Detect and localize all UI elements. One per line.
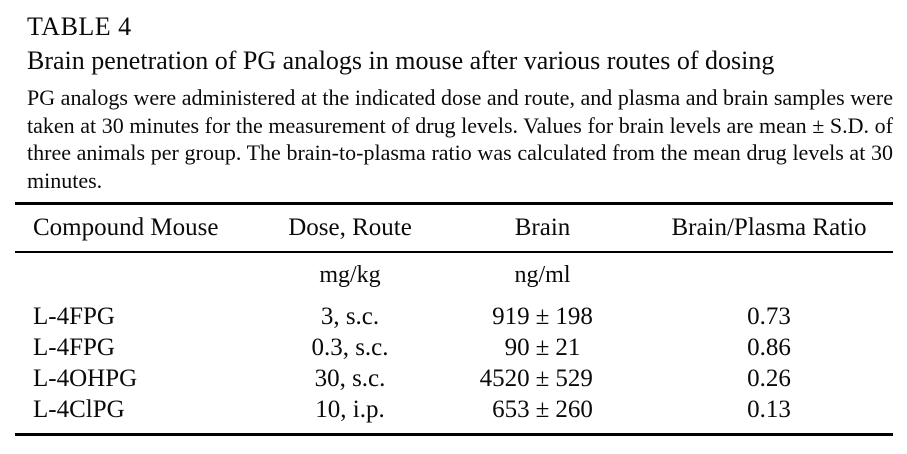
- ratio-cell: 0.26: [747, 364, 791, 392]
- table-title: Brain penetration of PG analogs in mouse after various routes of dosing: [27, 46, 775, 75]
- brain-mean: 90: [504, 333, 530, 361]
- dose-route-cell: 10, i.p.: [315, 395, 385, 423]
- table-row: [15, 394, 893, 425]
- brain-sd: 21: [555, 333, 581, 361]
- ratio-cell: 0.13: [747, 395, 791, 423]
- brain-value: [474, 303, 612, 331]
- brain-sd: 260: [555, 395, 593, 423]
- plus-minus-symbol: ±: [535, 333, 550, 361]
- brain-sd: 198: [555, 302, 593, 330]
- ratio-cell: 0.73: [747, 302, 791, 330]
- unit-brain: ng/ml: [514, 261, 571, 288]
- table-row: [15, 363, 893, 394]
- unit-dose: mg/kg: [319, 261, 381, 288]
- brain-value: [474, 396, 612, 424]
- plus-minus-symbol: ±: [535, 395, 550, 423]
- column-header-brain: Brain: [514, 214, 571, 241]
- table-row: [15, 301, 893, 332]
- table-footnote: PG analogs were administered at the indicated dose and route, and plasma and brain samples were taken at 30 minutes for the measurement of drug levels. Values for brain levels are mean ± S.D. of three animals per group. The brain-to-plasma ratio was calculated from the mean drug levels at 30 minutes.: [27, 85, 893, 193]
- dose-route-cell: 3, s.c.: [320, 302, 380, 330]
- data-table: [15, 202, 893, 436]
- brain-mean: 919: [492, 302, 530, 330]
- column-header-dose-route: Dose, Route: [288, 214, 412, 241]
- brain-level-cell: [440, 334, 645, 362]
- dose-route-cell: 30, s.c.: [314, 364, 386, 392]
- table-units-row: [15, 253, 893, 297]
- brain-level-cell: [440, 396, 645, 424]
- brain-level-cell: [440, 365, 645, 393]
- compound-cell: L-4FPG: [33, 302, 115, 330]
- brain-mean: 653: [492, 395, 530, 423]
- column-header-compound-mouse: Compound Mouse: [33, 214, 219, 241]
- compound-cell: L-4FPG: [33, 333, 115, 361]
- plus-minus-symbol: ±: [535, 302, 550, 330]
- ratio-cell: 0.86: [747, 333, 791, 361]
- table-label: TABLE 4: [27, 12, 132, 41]
- brain-level-cell: [440, 303, 645, 331]
- column-header-brain-plasma-ratio: Brain/Plasma Ratio: [671, 214, 867, 241]
- table-body: [15, 297, 893, 433]
- compound-cell: L-4OHPG: [33, 364, 138, 392]
- table-header-row: [15, 205, 893, 253]
- brain-sd: 529: [555, 364, 593, 392]
- brain-value: [474, 365, 612, 393]
- compound-cell: L-4ClPG: [33, 395, 125, 423]
- table-row: [15, 332, 893, 363]
- dose-route-cell: 0.3, s.c.: [311, 333, 389, 361]
- plus-minus-symbol: ±: [535, 364, 550, 392]
- brain-mean: 4520: [479, 364, 530, 392]
- brain-value: [474, 334, 612, 362]
